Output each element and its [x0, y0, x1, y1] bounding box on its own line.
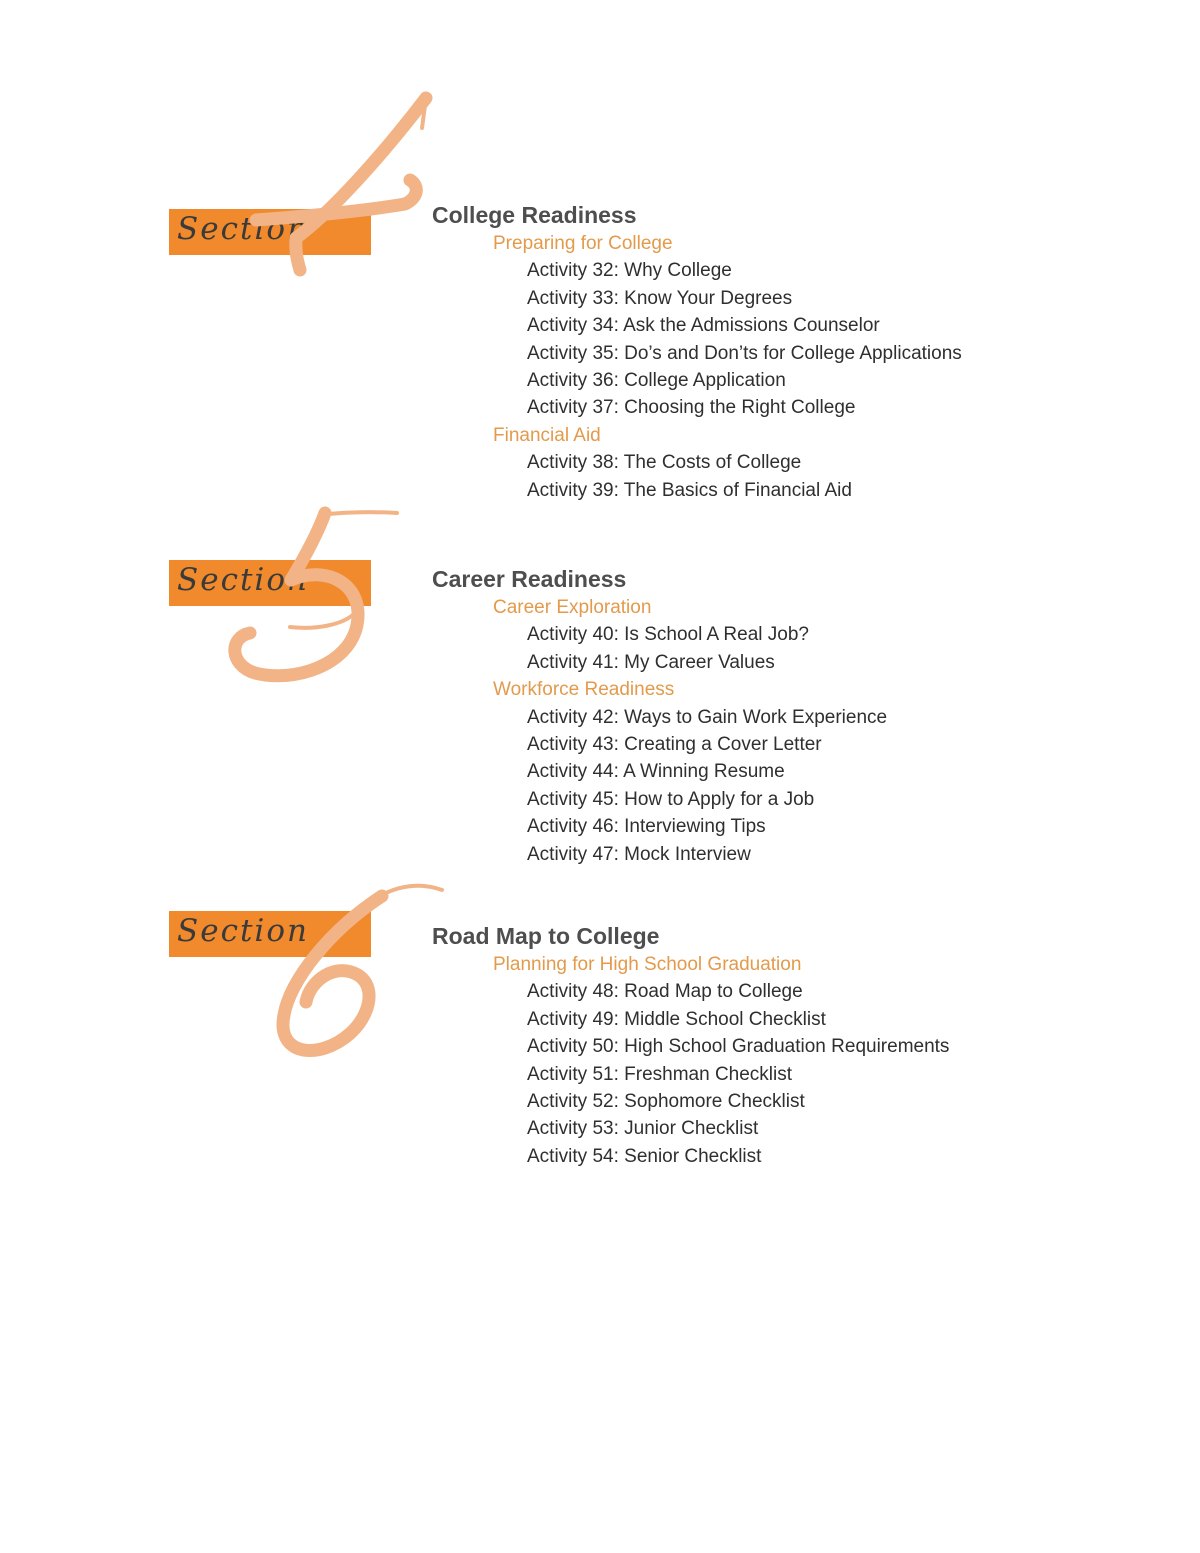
- activity-33: Activity 33: Know Your Degrees: [527, 287, 793, 309]
- section-5-numeral: [225, 505, 425, 695]
- group-title: Career Exploration: [493, 597, 652, 618]
- section-4-numeral: [250, 88, 450, 288]
- group-title: Planning for High School Graduation: [493, 954, 802, 975]
- activity-45: Activity 45: How to Apply for a Job: [527, 788, 815, 810]
- section-6-numeral: [270, 880, 470, 1070]
- section-5-title: Career Readiness: [432, 566, 627, 592]
- activity-42: Activity 42: Ways to Gain Work Experience: [527, 706, 888, 728]
- activity-40: Activity 40: Is School A Real Job?: [527, 624, 809, 646]
- activity-35: Activity 35: Do’s and Don’ts for College Applications: [527, 342, 962, 364]
- group-title: Workforce Readiness: [493, 679, 675, 701]
- group-title: Preparing for College: [493, 233, 673, 254]
- activity-52: Activity 52: Sophomore Checklist: [527, 1090, 805, 1112]
- activity-41: Activity 41: My Career Values: [527, 651, 775, 673]
- activity-53: Activity 53: Junior Checklist: [527, 1118, 759, 1140]
- activity-44: Activity 44: A Winning Resume: [527, 761, 785, 783]
- section-6-title: Road Map to College: [432, 923, 660, 949]
- section-4-title: College Readiness: [432, 202, 637, 228]
- section-badge-word: Section: [177, 913, 309, 949]
- activity-47: Activity 47: Mock Interview: [527, 843, 751, 865]
- activity-43: Activity 43: Creating a Cover Letter: [527, 733, 822, 755]
- activity-34: Activity 34: Ask the Admissions Counselor: [527, 315, 880, 337]
- section-badge-word: Section: [177, 562, 309, 598]
- activity-48: Activity 48: Road Map to College: [527, 981, 803, 1003]
- activity-38: Activity 38: The Costs of College: [527, 452, 802, 474]
- section-badge-word: Section: [177, 211, 309, 247]
- activity-51: Activity 51: Freshman Checklist: [527, 1063, 793, 1085]
- activity-32: Activity 32: Why College: [527, 260, 732, 282]
- activity-54: Activity 54: Senior Checklist: [527, 1145, 762, 1167]
- group-career-exploration: [493, 594, 887, 868]
- activity-50: Activity 50: High School Graduation Requirements: [527, 1036, 950, 1058]
- activity-46: Activity 46: Interviewing Tips: [527, 816, 766, 838]
- activity-39: Activity 39: The Basics of Financial Aid: [527, 479, 852, 501]
- activity-49: Activity 49: Middle School Checklist: [527, 1008, 826, 1030]
- group-planning-for-graduation: [493, 951, 949, 1170]
- activity-36: Activity 36: College Application: [527, 369, 786, 391]
- activity-37: Activity 37: Choosing the Right College: [527, 397, 856, 419]
- group-title: Financial Aid: [493, 424, 601, 446]
- group-preparing-for-college: [493, 230, 962, 504]
